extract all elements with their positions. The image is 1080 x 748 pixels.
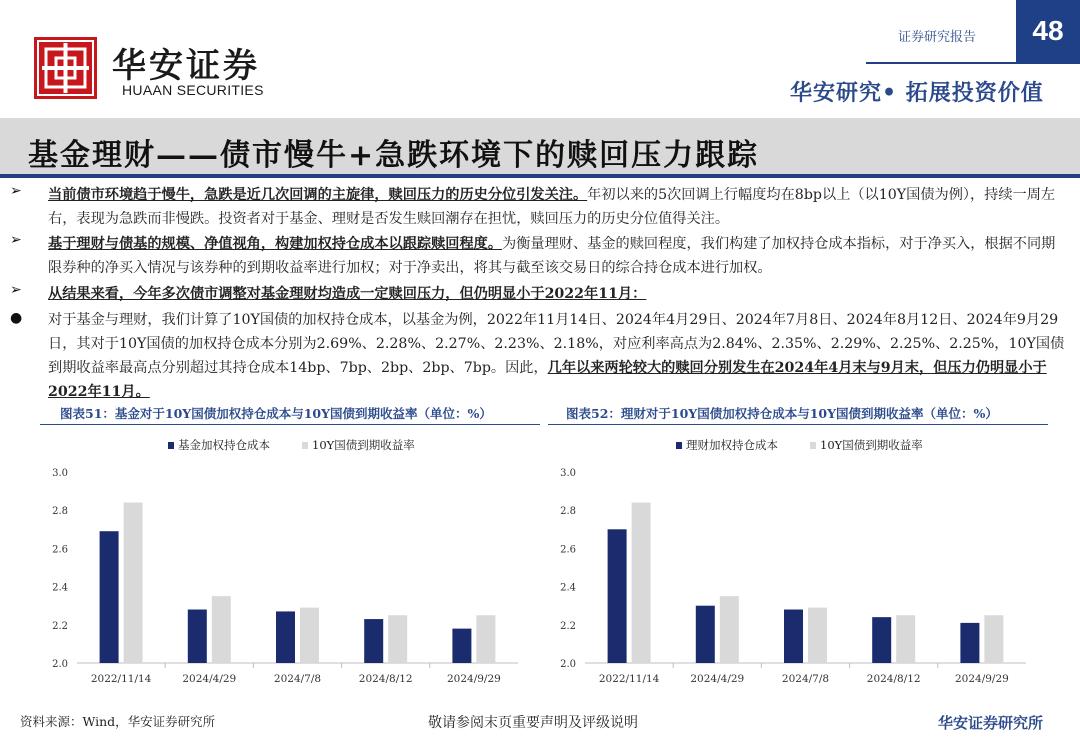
y-tick-label: 2.8 xyxy=(52,506,68,518)
bar-yield xyxy=(632,503,651,663)
legend-label-2: 10Y国债到期收益率 xyxy=(820,438,923,452)
page-title: 基金理财——债市慢牛+急跌环境下的赎回压力跟踪 xyxy=(28,138,760,173)
caption-rule-right xyxy=(548,424,1048,425)
brand-name-en: HUAAN SECURITIES xyxy=(122,82,264,98)
bar-chart-fund xyxy=(40,430,540,690)
legend-swatch-1 xyxy=(676,442,682,449)
disclaimer-note: 敬请参阅末页重要声明及评级说明 xyxy=(428,715,638,731)
y-tick-label: 2.8 xyxy=(560,506,576,518)
x-tick-label: 2022/11/14 xyxy=(90,673,152,685)
y-tick-label: 2.0 xyxy=(52,659,68,670)
legend-label-2: 10Y国债到期收益率 xyxy=(312,438,415,452)
paragraph-1-text: 年初以来的5次回调上行幅度均在8bp以上（以10Y国债为例），持续一周左右，表现为急跌而非慢跌。投资者对于基金、理财是否发生赎回潮存在担忧，赎回压力的历史分位值得关注。 xyxy=(48,187,1056,227)
paragraph-4 xyxy=(48,308,1068,404)
bullet-arrow: ➢ xyxy=(10,232,22,248)
bar-chart-wealth xyxy=(548,430,1048,690)
bar-cost xyxy=(188,610,207,663)
bar-yield xyxy=(896,615,915,663)
source-note: 资料来源：Wind，华安证券研究所 xyxy=(20,714,216,729)
bar-cost xyxy=(960,623,979,663)
header-divider xyxy=(866,62,1080,64)
x-tick-label: 2024/4/29 xyxy=(690,673,745,685)
x-tick-label: 2024/8/12 xyxy=(358,673,413,685)
bar-yield xyxy=(300,608,319,663)
x-tick-label: 2024/7/8 xyxy=(273,673,322,685)
legend-swatch-2 xyxy=(302,442,308,449)
page-number: 48 xyxy=(1016,0,1080,62)
legend-swatch-1 xyxy=(168,442,174,449)
chart-caption-left: 图表51：基金对于10Y国债加权持仓成本与10Y国债到期收益率（单位：%） xyxy=(60,406,492,421)
legend-label-1: 理财加权持仓成本 xyxy=(686,438,778,452)
paragraph-2-lead: 基于理财与债基的规模、净值视角，构建加权持仓成本以跟踪赎回程度。 xyxy=(48,236,503,252)
x-tick-label: 2024/4/29 xyxy=(182,673,237,685)
y-tick-label: 2.4 xyxy=(560,582,576,594)
caption-rule-left xyxy=(40,424,540,425)
paragraph-4-text: 对于基金与理财，我们计算了10Y国债的加权持仓成本，以基金为例，2022年11月14日、2024年4月29日、2024年7月8日、2024年8月12日、2024年9月29日，其对于10Y国债的加权持仓成本分别为2.69%、2.28%、2.27%、2.23%、2.18%，对应利率高点为2.84%、2.35%、2.29%、2.25%、2.25%，10Y国债到期收益率最高点分别超过其持仓成本14bp、7bp、2bp、2bp、7bp。因此， xyxy=(48,312,1065,376)
bar-cost xyxy=(784,610,803,663)
bar-cost xyxy=(364,619,383,663)
bar-yield xyxy=(476,615,495,663)
bar-cost xyxy=(608,529,627,663)
bar-cost xyxy=(100,531,119,663)
y-tick-label: 3.0 xyxy=(52,468,68,479)
bar-yield xyxy=(808,608,827,663)
y-tick-label: 2.6 xyxy=(52,544,68,556)
x-tick-label: 2024/7/8 xyxy=(781,673,830,685)
title-underline xyxy=(0,174,1080,178)
bar-yield xyxy=(720,596,739,663)
paragraph-1-lead: 当前债市环境趋于慢牛，急跌是近几次回调的主旋律，赎回压力的历史分位引发关注。 xyxy=(48,187,588,203)
brand-name-cn: 华安证券 xyxy=(112,46,260,86)
bar-cost xyxy=(276,611,295,663)
y-tick-label: 2.0 xyxy=(560,659,576,670)
bullet-arrow: ➢ xyxy=(10,183,22,199)
legend-label-1: 基金加权持仓成本 xyxy=(178,438,270,452)
bar-yield xyxy=(984,615,1003,663)
bullet-arrow: ➢ xyxy=(10,282,22,298)
bar-yield xyxy=(124,503,143,663)
paragraph-3-lead: 从结果来看，今年多次债市调整对基金理财均造成一定赎回压力，但仍明显小于2022年11月： xyxy=(48,286,647,302)
bar-cost xyxy=(696,606,715,663)
paragraph-1 xyxy=(48,183,1068,231)
paragraph-3 xyxy=(48,282,1068,306)
y-tick-label: 2.4 xyxy=(52,582,68,594)
y-tick-label: 2.2 xyxy=(560,620,576,632)
report-type-label: 证券研究报告 xyxy=(898,30,977,45)
x-tick-label: 2024/9/29 xyxy=(446,673,501,685)
huaan-logo-icon xyxy=(34,37,97,99)
bar-cost xyxy=(452,629,471,663)
chart-caption-right: 图表52：理财对于10Y国债加权持仓成本与10Y国债到期收益率（单位：%） xyxy=(566,406,998,421)
bar-yield xyxy=(212,596,231,663)
paragraph-2 xyxy=(48,232,1068,280)
x-tick-label: 2024/9/29 xyxy=(954,673,1009,685)
footer-org: 华安证券研究所 xyxy=(938,714,1044,732)
bar-yield xyxy=(388,615,407,663)
y-tick-label: 2.2 xyxy=(52,620,68,632)
x-tick-label: 2024/8/12 xyxy=(866,673,921,685)
y-tick-label: 2.6 xyxy=(560,544,576,556)
slogan: 华安研究• 拓展投资价值 xyxy=(790,80,1044,106)
bullet-dot: ● xyxy=(10,310,23,326)
paragraph-4-lead: 几年以来两轮较大的赎回分别发生在2024年4月末与9月末，但压力仍明显小于2022年11月。 xyxy=(48,360,1047,400)
paragraph-2-text: 为衡量理财、基金的赎回程度，我们构建了加权持仓成本指标，对于净买入，根据不同期限券种的净买入情况与该券种的到期收益率进行加权；对于净卖出，将其与截至该交易日的综合持仓成本进行加权。 xyxy=(48,236,1056,276)
legend-swatch-2 xyxy=(810,442,816,449)
bar-cost xyxy=(872,617,891,663)
x-tick-label: 2022/11/14 xyxy=(598,673,660,685)
y-tick-label: 3.0 xyxy=(560,468,576,479)
